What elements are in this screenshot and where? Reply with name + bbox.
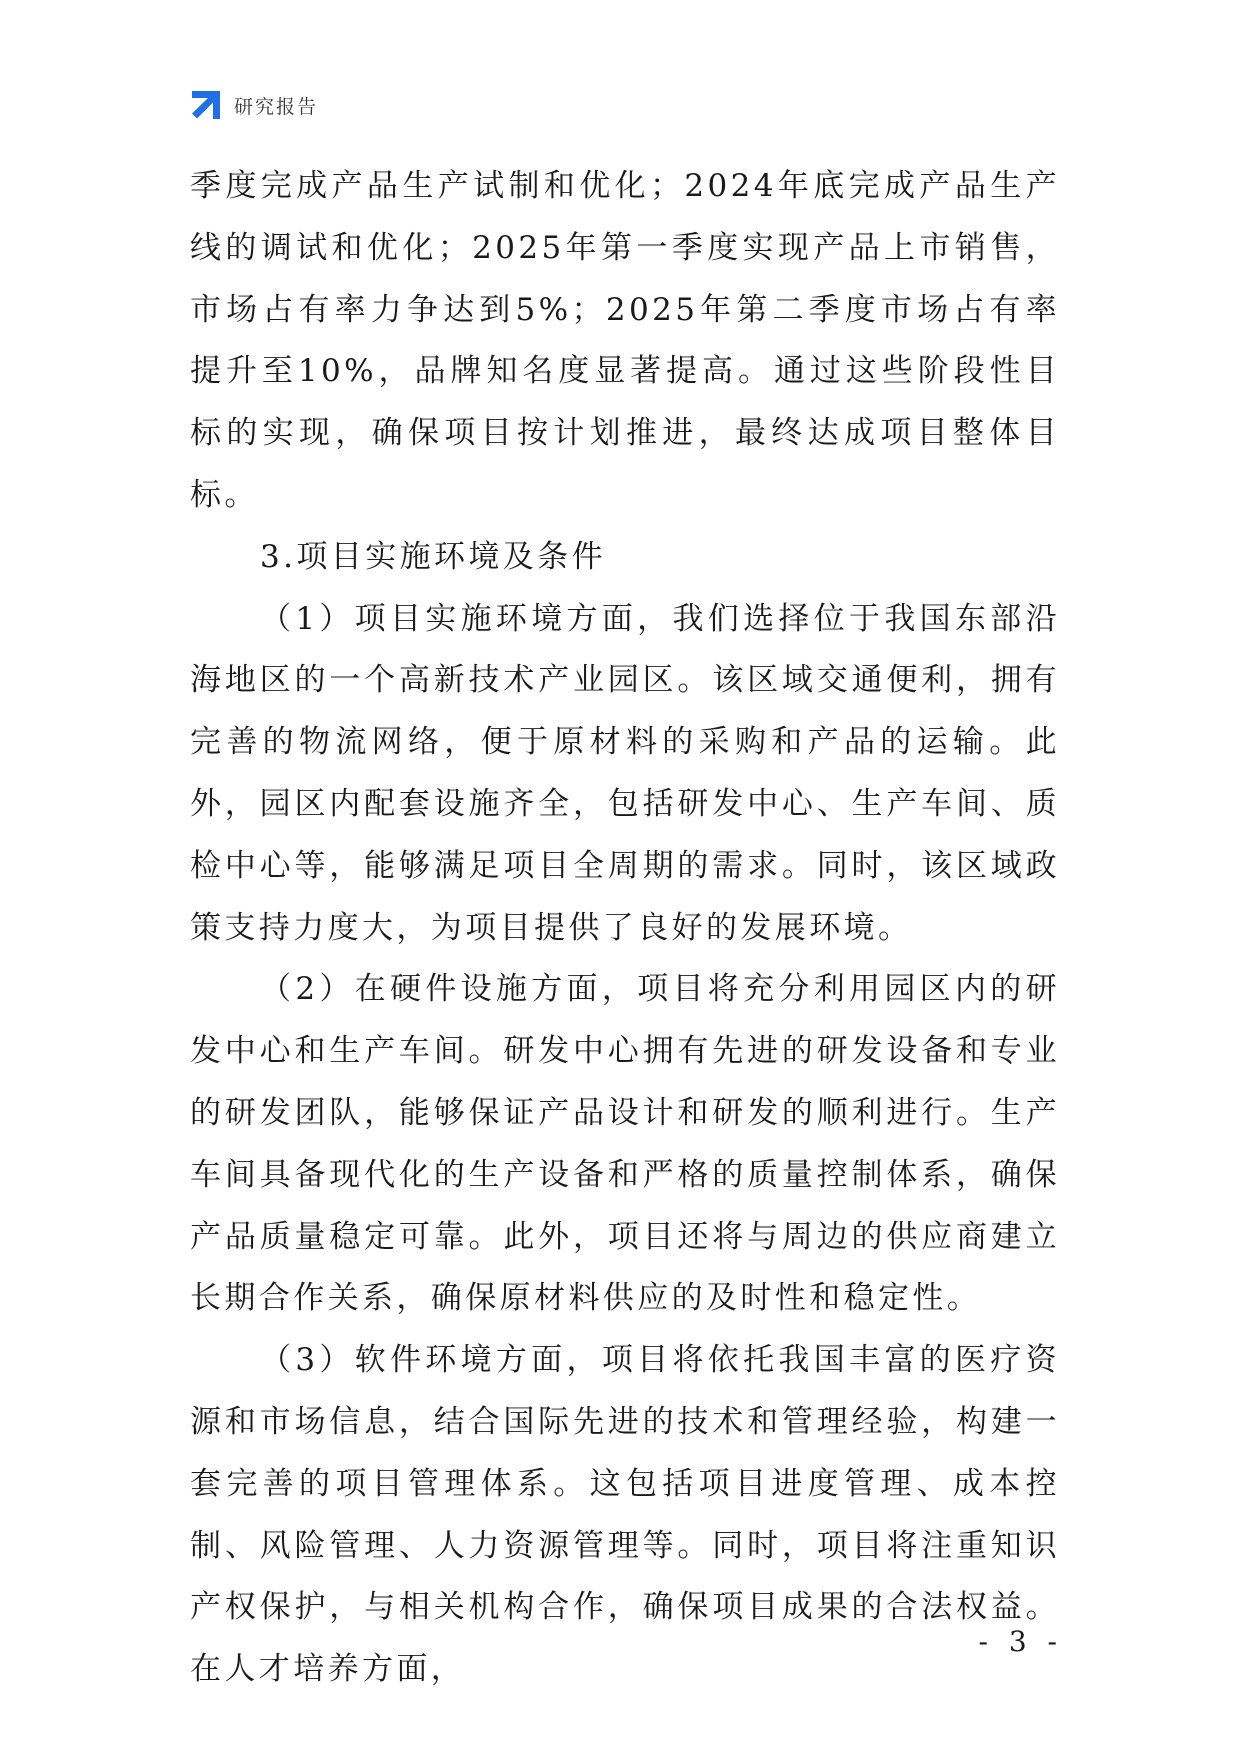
section-heading: 3.项目实施环境及条件 xyxy=(260,538,606,575)
document-body xyxy=(190,156,1060,1701)
paragraph-continuation: 季度完成产品生产试制和优化；2024年底完成产品生产线的调试和优化；2025年第一季度实现产品上市销售，市场占有率力争达到5%；2025年第二季度市场占有率提升至10%，品牌知名度显著提高。通过这些阶段性目标的实现，确保项目按计划推进，最终达成项目整体目标。 xyxy=(190,168,1060,513)
arrow-up-right-logo-icon xyxy=(190,89,222,121)
paragraph-environment: （1）项目实施环境方面，我们选择位于我国东部沿海地区的一个高新技术产业园区。该区域交通便利，拥有完善的物流网络，便于原材料的采购和产品的运输。此外，园区内配套设施齐全，包括研发中心、生产车间、质检中心等，能够满足项目全周期的需求。同时，该区域政策支持力度大，为项目提供了良好的发展环境。 xyxy=(190,600,1060,946)
page-header xyxy=(190,88,318,122)
page-number: - 3 - xyxy=(978,1625,1063,1658)
header-title: 研究报告 xyxy=(234,95,319,118)
paragraph-hardware: （2）在硬件设施方面，项目将充分利用园区内的研发中心和生产车间。研发中心拥有先进的研发设备和专业的研发团队，能够保证产品设计和研发的顺利进行。生产车间具备现代化的生产设备和严格的质量控制体系，确保产品质量稳定可靠。此外，项目还将与周边的供应商建立长期合作关系，确保原材料供应的及时性和稳定性。 xyxy=(190,971,1060,1317)
paragraph-software: （3）软件环境方面，项目将依托我国丰富的医疗资源和市场信息，结合国际先进的技术和管理经验，构建一套完善的项目管理体系。这包括项目进度管理、成本控制、风险管理、人力资源管理等。同时，项目将注重知识产权保护，与相关机构合作，确保项目成果的合法权益。在人才培养方面， xyxy=(190,1342,1060,1688)
